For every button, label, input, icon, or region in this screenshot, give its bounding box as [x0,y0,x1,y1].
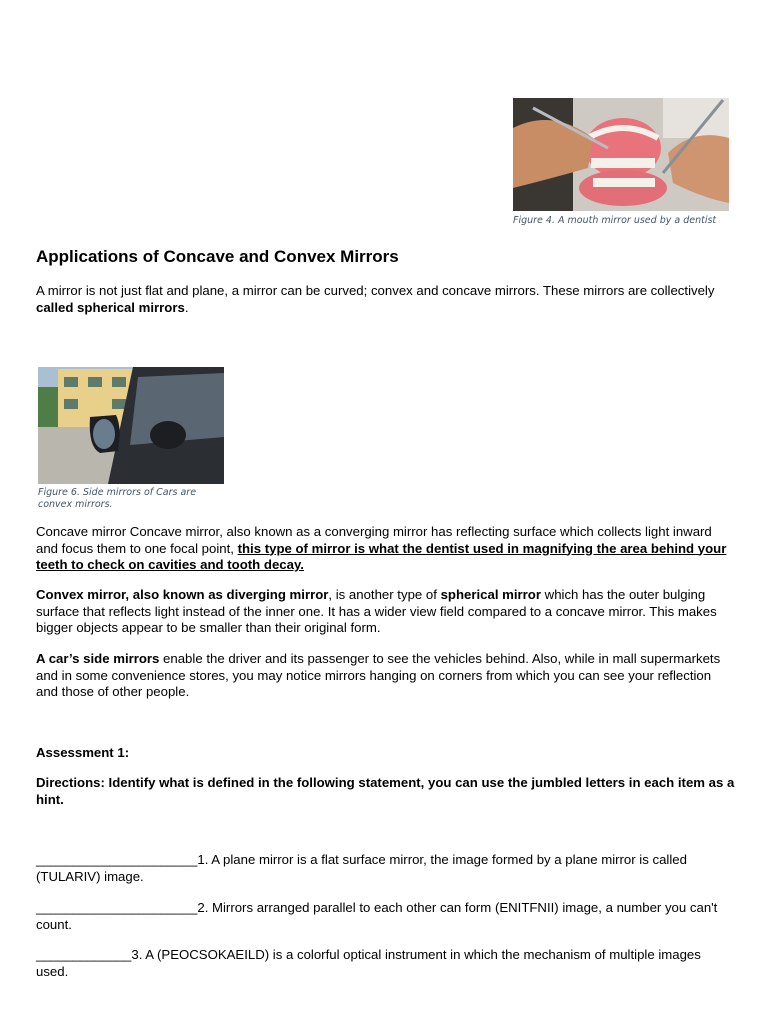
intro-text: A mirror is not just flat and plane, a mirror can be curved; convex and concave mirrors. These mirrors are collectively [36,283,715,298]
car-bold-term: A car’s side mirrors [36,651,160,666]
concave-underlined-text: this type of mirror is what the dentist used in magnifying the area behind your teeth to check on cavities and tooth decay. [36,540,727,572]
car-mirrors-paragraph [36,651,736,701]
assessment-title: Assessment 1: [36,745,130,760]
convex-text-1: , is another type of [328,587,441,602]
assessment-item-2 [36,900,736,933]
item-text: 1. A plane mirror is a flat surface mirror, the image formed by a plane mirror is called (TULARIV) image. [36,852,687,884]
car-side-mirror-photo [38,367,224,484]
convex-bold-spherical: spherical mirror [440,587,541,602]
convex-mirror-paragraph [36,587,736,637]
dentist-mouth-mirror-photo [513,98,729,211]
concave-text: Concave mirror Concave mirror, also known as a converging mirror has reflecting surface which collects light inward and focus them to one focal point, [36,524,712,556]
answer-blank: ______________________ [36,900,198,915]
figure-4-caption: Figure 4. A mouth mirror used by a dentist [513,215,717,226]
item-text: 3. A (PEOCSOKAEILD) is a colorful optical instrument in which the mechanism of multiple images used. [36,947,701,979]
intro-bold-text: called spherical mirrors [36,299,185,315]
item-text: 2. Mirrors arranged parallel to each other can form (ENITFNII) image, a number you can't count. [36,900,718,932]
intro-paragraph [36,283,736,316]
section-heading: Applications of Concave and Convex Mirrors [36,247,399,266]
convex-text-2: which has the outer bulging surface that reflects light instead of the inner one. It has a wider view field compared to a concave mirror. This makes bigger objects appear to be smaller than their original form. [36,587,717,635]
car-photo-illustration [38,367,224,484]
assessment-item-1 [36,852,736,885]
answer-blank: _____________ [36,947,132,962]
convex-bold-term: Convex mirror, also known as diverging mirror [36,587,329,602]
figure-6-caption: Figure 6. Side mirrors of Cars are convex mirrors. [38,487,197,510]
intro-period: . [184,299,189,315]
dentist-photo-illustration [513,98,729,211]
concave-mirror-paragraph [36,524,736,574]
car-text: enable the driver and its passenger to see the vehicles behind. Also, while in mall supermarkets and in some convenience stores, you may notice mirrors hanging on corners from which you can see your reflection and those of other people. [36,651,721,699]
answer-blank: ______________________ [36,852,198,867]
assessment-item-3 [36,947,736,980]
assessment-directions: Directions: Identify what is defined in the following statement, you can use the jumbled letters in each item as a hint. [36,775,735,807]
